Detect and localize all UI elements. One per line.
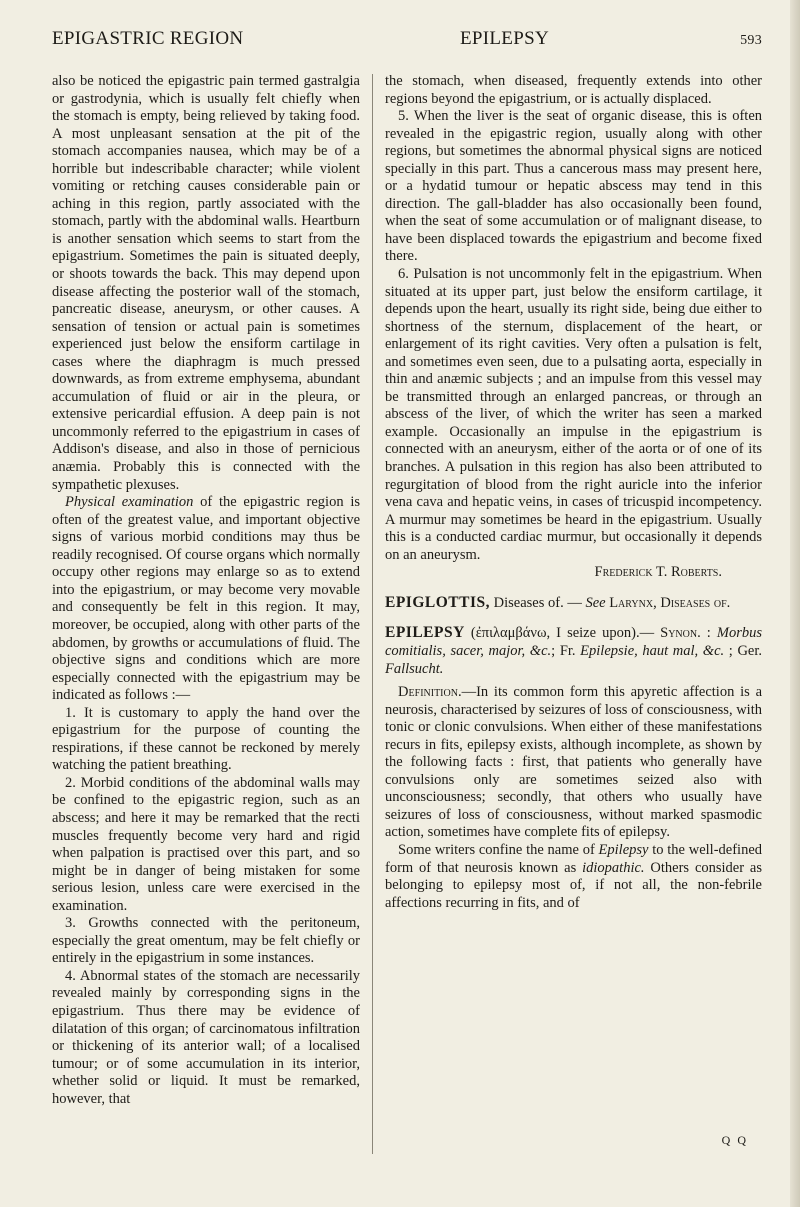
paragraph: Some writers confine the name of Epilepsy to the well-defined form of that neurosis known as idiopathic. Others consider as belonging to epilepsy most of, if not all, the non-febrile affections recurring in fits, and of [385,841,763,911]
numbered-paragraph: 2. Morbid conditions of the abdominal walls may be confined to the epigastric region, such as an abscess; and here it may be remarked that the recti muscles frequently become very hard and rigid when palpation is practised over this part, and so might be in danger of being mistaken for some serious lesion, unless care were exercised in the examination. [52,774,360,914]
numbered-paragraph: 4. Abnormal states of the stomach are necessarily revealed mainly by corresponding signs in the epigastrium. Thus there may be evidence of dilatation of this organ; of carcinomatous infiltration or thickening of its anterior wall; of a localised tumour; or of some accumulation in its interior, whether solid or liquid. It must be remarked, however, that [52,967,360,1107]
entry-heading: EPIGLOTTIS, [385,593,490,611]
left-column [52,73,360,1108]
paragraph: Physical examination of the epigastric region is often of the greatest value, and important objective signs of various morbid conditions may thus be readily recognised. Of course organs which normally occupy other regions may enlarge so as to extend into the epigastrium, or may become very movable and consequently be felt in this region. It may, moreover, be occupied, along with other parts of the abdomen, by growths or accumulations of fluid. The objective signs and conditions which are more especially connected with the epigastrium may be indicated as follows :— [52,494,361,704]
numbered-paragraph: 5. When the liver is the seat of organic disease, this is often revealed in the epigastric region, usually along with other regions, but sometimes the abnormal physical signs are noticed specially in this part. Thus a cancerous mass may present here, or a hydatid tumour or hepatic abscess may tend in this direction. The gall-bladder has also occasionally been found, when the seat of some accumulation or of malignant disease, to have been displaced towards the epigastrium and become fixed there. [385,108,762,265]
paragraph: the stomach, when diseased, frequently extends into other regions beyond the epigastrium, or is actually displaced. [385,73,762,107]
numbered-paragraph: 3. Growths connected with the peritoneum, especially the great omentum, may be felt chiefly or entirely in the epigastrium in some instances. [52,915,360,967]
signature-mark: Q Q [721,1133,748,1147]
running-header [52,28,762,58]
right-column [385,73,762,912]
column-divider [372,74,373,1154]
page-number: 593 [740,33,762,48]
paragraph: also be noticed the epigastric pain termed gastralgia or gastrodynia, which is usually felt chiefly when the stomach is empty, being relieved by taking food. A most unpleasant sensation at the pit of the stomach accompanies nausea, which may be of a horrible but indescribable character; while violent vomiting or retching causes considerable pain or aching in this region, partly associated with the stomach, partly with the abdominal walls. Heartburn is another sensation which seems to start from the epigastrium. Sometimes the pain is situated deeply, or shoots towards the back. This may depend upon disease affecting the posterior wall of the stomach, pancreatic disease, aneurysm, or other causes. A sensation of tension or actual pain is sometimes experienced just below the ensiform cartilage in cases where the diaphragm is much pressed downwards, as from extreme emphysema, abundant accumulation of fluid or air in the pleura, or extensive pericardial effusion. A deep pain is not uncommonly referred to the epigastrium in cases of Addison's disease, and also in those of pernicious anæmia. Probably this is connected with the sympathetic plexuses. [52,73,360,493]
header-left-title: EPIGASTRIC REGION [52,28,244,49]
page-edge [790,0,800,1207]
numbered-paragraph: 1. It is customary to apply the hand over the epigastrium for the purpose of counting the respirations, if these cannot be reckoned by merely watching the patient breathing. [52,704,360,774]
entry-epilepsy: EPILEPSY (ἐπιλαμβάνω, I seize upon).— Synon. : Morbus comitialis, sacer, major, &c.; Fr. Epilepsie, haut mal, &c. ; Ger. Fallsucht. [385,624,763,677]
italic-label: Physical examination [65,494,194,511]
numbered-paragraph: 6. Pulsation is not uncommonly felt in the epigastrium. When situated at its upper part, just below the ensiform cartilage, it depends upon the heart, usually its right side, being due either to shortness of the sternum, displacement of the heart, or enlargement of its right cavities. Very often a pulsation is felt, and sometimes even seen, due to a pulsating aorta, especially in thin and anæmic subjects ; and an impulse from this vessel may be transmitted through an enlarged pancreas, or through an abscess of the liver, of which the writer has seen a marked example. Occasionally an impulse in the epigastrium is connected with an aneurysm, either of the aorta or of one of its branches. A pulsation in this region has also been attributed to regurgitation of blood from the right auricle into the inferior vena cava and hepatic veins, in cases of tricuspid incompetency. A murmur may sometimes be heard in the epigastrium. Usually this is a conducted cardiac murmur, but occasionally it depends on an aneurysm. [385,266,762,563]
definition-paragraph: Definition.—In its common form this apyretic affection is a neurosis, characterised by seizures of loss of consciousness, with tonic or clonic convulsions. When either of these manifestations recurs in fits, epilepsy exists, although incomplete, as shown by the following facts : first, that patients who generally have convulsions only are sometimes seized also with unconsciousness; secondly, that others who usually have seizures of loss of consciousness, without marked spasmodic action, sometimes have complete fits of epilepsy. [385,684,762,841]
entry-heading: EPILEPSY [385,624,465,642]
entry-epiglottis: EPIGLOTTIS, Diseases of. — See Larynx, Diseases of. [385,593,731,611]
author-signature: Frederick T. Roberts. [594,564,722,581]
header-right-title: EPILEPSY [460,28,549,49]
